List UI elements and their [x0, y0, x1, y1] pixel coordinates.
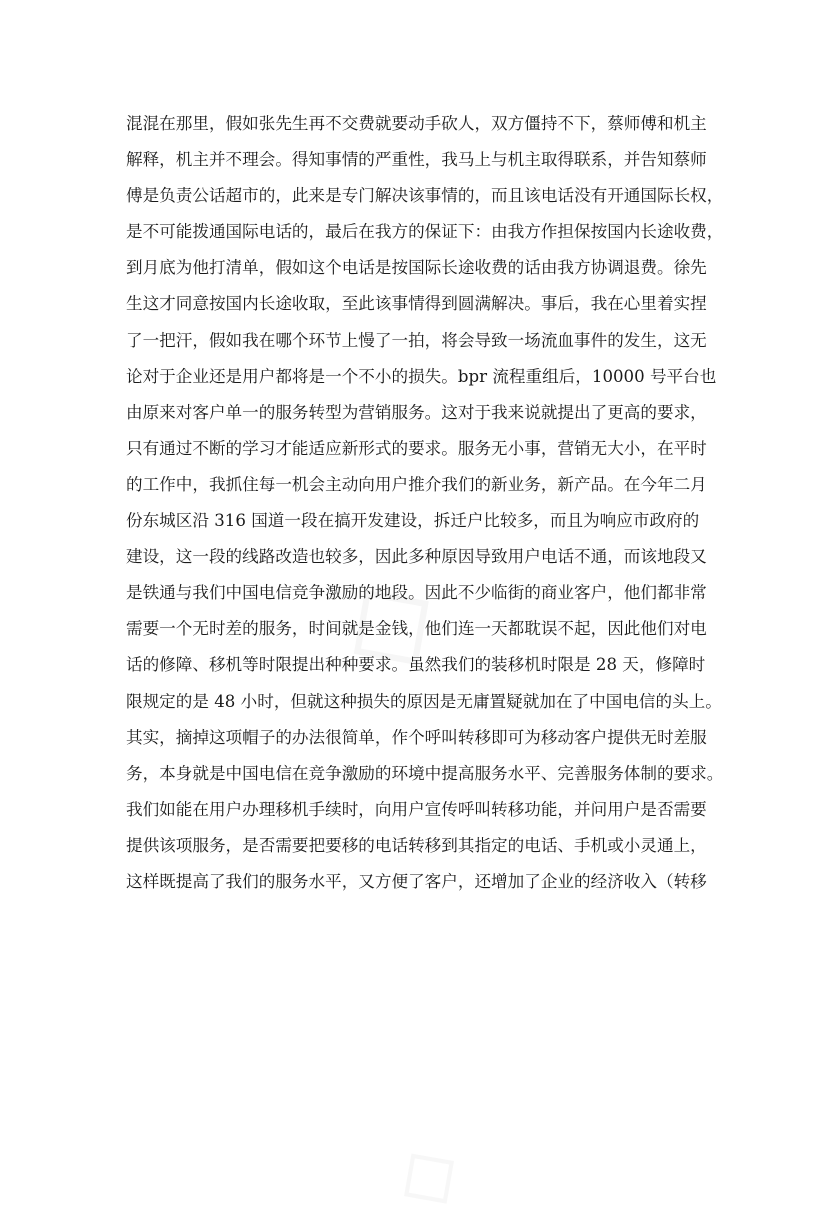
text-line: 这样既提高了我们的服务水平，又方便了客户，还增加了企业的经济收入（转移	[126, 871, 707, 891]
text-line: 了一把汗，假如我在哪个环节上慢了一拍，将会导致一场流血事件的发生，这无	[126, 330, 707, 350]
text-line: 份东城区沿 316 国道一段在搞开发建设，拆迁户比较多，而且为响应市政府的	[126, 511, 700, 531]
text-line: 只有通过不断的学习才能适应新形式的要求。服务无小事，营销无大小，在平时	[126, 438, 707, 458]
text-line: 其实，摘掉这项帽子的办法很简单，作个呼叫转移即可为移动客户提供无时差服	[126, 727, 707, 747]
text-line: 务，本身就是中国电信在竞争激励的环境中提高服务水平、完善服务体制的要求。	[126, 763, 724, 783]
watermark-bottom	[373, 1061, 547, 1213]
text-line: 由原来对客户单一的服务转型为营销服务。这对于我来说就提出了更高的要求，	[126, 402, 707, 422]
document-body	[126, 106, 724, 900]
text-line: 傅是负责公话超市的，此来是专门解决该事情的，而且该电话没有开通国际长权，	[126, 186, 724, 206]
text-line: 论对于企业还是用户都将是一个不小的损失。bpr 流程重组后，10000 号平台也	[126, 366, 717, 386]
text-line: 我们如能在用户办理移机手续时，向用户宣传呼叫转移功能，并问用户是否需要	[126, 799, 707, 819]
text-line: 建设，这一段的线路改造也较多，因此多种原因导致用户电话不通，而该地段又	[126, 547, 707, 567]
text-line: 是铁通与我们中国电信竞争激励的地段。因此不少临街的商业客户，他们都非常	[126, 583, 707, 603]
text-line: 生这才同意按国内长途收取，至此该事情得到圆满解决。事后，我在心里着实捏	[126, 294, 707, 314]
text-line: 限规定的是 48 小时，但就这种损失的原因是无庸置疑就加在了中国电信的头上。	[126, 691, 722, 711]
text-line: 提供该项服务，是否需要把要移的电话转移到其指定的电话、手机或小灵通上，	[126, 835, 707, 855]
text-line: 是不可能拨通国际电话的，最后在我方的保证下：由我方作担保按国内长途收费，	[126, 222, 724, 242]
text-line: 到月底为他打清单，假如这个电话是按国际长途收费的话由我方协调退费。徐先	[126, 258, 707, 278]
text-line: 的工作中，我抓住每一机会主动向用户推介我们的新业务，新产品。在今年二月	[126, 474, 707, 494]
text-line: 话的修障、移机等时限提出种种要求。虽然我们的装移机时限是 28 天，修障时	[126, 655, 706, 675]
text-line: 解释，机主并不理会。得知事情的严重性，我马上与机主取得联系，并告知蔡师	[126, 150, 707, 170]
text-line: 混混在那里，假如张先生再不交费就要动手砍人，双方僵持不下，蔡师傅和机主	[126, 114, 707, 133]
text-line: 需要一个无时差的服务，时间就是金钱，他们连一天都耽误不起，因此他们对电	[126, 619, 707, 639]
